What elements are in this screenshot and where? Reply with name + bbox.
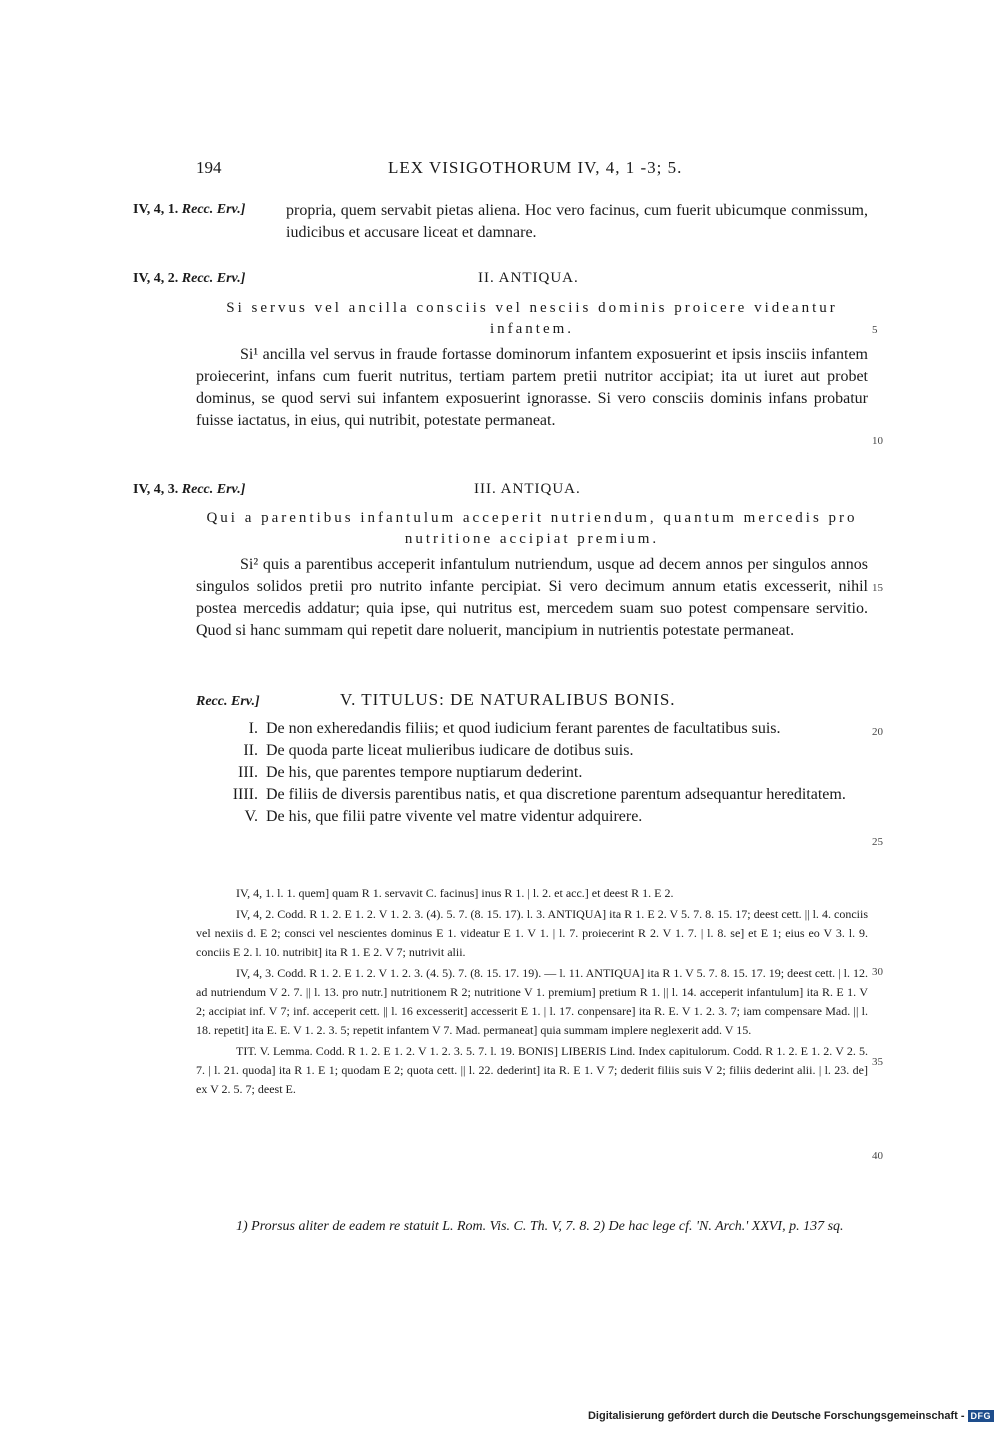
margin-ref-recc: Recc. Erv.] [196, 694, 260, 709]
line-number: 15 [872, 582, 883, 594]
apparatus-entry: IV, 4, 2. Codd. R 1. 2. E 1. 2. V 1. 2. 3. (4). 5. 7. (8. 15. 17). l. 3. ANTIQUA] ita R 1. E 2. V 5. 7. 8. 15. 17; deest cett. || l. 4. conciis vel nexiis d. E 2; consci vel nescientes dominus E 1. videatur E 1. V 1. | l. 7. proiecerint R 2. V 1. 7. | l. 8. se] et E 1; eius eo V 3. l. 9. conciis E 2. l. 10. nutribit] ita R 1. E 2. V 7; nutrivit alii. [196, 907, 868, 959]
footnotes [196, 1216, 868, 1238]
line-number: 25 [872, 836, 883, 848]
section-heading: III. ANTIQUA. [474, 481, 581, 497]
footnote-text: 1) Prorsus aliter de eadem re statuit L. Rom. Vis. C. Th. V, 7. 8. 2) De hac lege cf. 'N. Arch.' XXVI, p. 137 sq. [236, 1219, 844, 1234]
line-number: 20 [872, 726, 883, 738]
title-heading: V. TITULUS: DE NATURALIBUS BONIS. [340, 690, 676, 709]
margin-ref-code: IV, 4, 3. [133, 482, 179, 497]
index-text: De quoda parte liceat mulieribus iudicare de dotibus suis. [266, 742, 634, 759]
margin-reference [133, 271, 245, 287]
index-item [196, 784, 868, 806]
index-text: De his, que parentes tempore nuptiarum dederint. [266, 764, 583, 781]
index-number: V. [244, 808, 258, 825]
credit-text: Digitalisierung gefördert durch die Deutsche Forschungsgemeinschaft - [587, 1410, 965, 1422]
page-number: 194 [196, 158, 222, 177]
law-text [286, 200, 868, 244]
law-text-content: propria, quem servabit pietas aliena. Hoc vero facinus, cum fuerit ubicumque conmissum, iudicibus et accusare liceat et damnare. [286, 202, 868, 241]
margin-reference [133, 202, 245, 218]
apparatus-entry: IV, 4, 1. l. 1. quem] quam R 1. servavit C. facinus] inus R 1. | l. 2. et acc.] et deest R 1. E 2. [236, 886, 674, 900]
margin-ref-recc: Recc. Erv.] [181, 202, 246, 217]
critical-apparatus [196, 884, 868, 1101]
index-item [196, 740, 868, 762]
chapter-index [196, 718, 868, 828]
index-item [196, 718, 868, 740]
dfg-logo-icon: DFG [968, 1410, 995, 1422]
chapter-rubric: Qui a parentibus infantulum acceperit nutriendum, quantum mercedis pro nutritione accipiat premium. [206, 510, 858, 547]
index-item [196, 806, 868, 828]
section-heading: II. ANTIQUA. [478, 270, 579, 286]
line-number: 35 [872, 1056, 883, 1068]
margin-ref-code: IV, 4, 1. [133, 202, 179, 217]
running-title: LEX VISIGOTHORUM IV, 4, 1 -3; 5. [388, 158, 683, 177]
index-number: I. [248, 720, 258, 737]
line-number: 5 [872, 324, 878, 336]
index-number: III. [238, 764, 258, 781]
index-number: IIII. [232, 786, 258, 803]
index-text: De his, que filii patre vivente vel matre videntur adquirere. [266, 808, 643, 825]
margin-ref-recc: Recc. Erv.] [181, 482, 246, 497]
chapter-rubric: Si servus vel ancilla consciis vel nesciis dominis proicere videantur infantem. [226, 300, 838, 337]
margin-reference [133, 482, 245, 498]
margin-ref-code: IV, 4, 2. [133, 271, 179, 286]
index-item [196, 762, 868, 784]
index-number: II. [243, 742, 258, 759]
apparatus-entry: TIT. V. Lemma. Codd. R 1. 2. E 1. 2. V 1. 2. 3. 5. 7. l. 19. BONIS] LIBERIS Lind. Index capitulorum. Codd. R 1. 2. E 1. 2. V 2. 5. 7. | l. 21. quoda] ita R 1. E 1; quodam E 2; quota cett. || l. 22. dederint] ita R. E 1. V 7; dederit filiis suis V 2; filiis dederint alii. | l. 23. de] ex V 2. 5. 7; deest E. [196, 1044, 868, 1096]
law-text: Si¹ ancilla vel servus in fraude fortasse dominorum infantem exposuerint et ipsis insciis infantem proiecerint, infans cum fuerit nutritus, tertiam partem pretii nutritor accipiat; ita ut iuret aut probet dominus, se quod servi sui infantem exposuerint ignorasse. Si vero consciis dominis infans probatur fuisse iactatus, in eius, qui nutribit, potestate permaneat. [196, 346, 868, 429]
margin-ref-recc: Recc. Erv.] [181, 271, 246, 286]
law-text: Si² quis a parentibus acceperit infantulum nutriendum, usque ad decem annos per singulos annos singulos solidos pretii pro nutrito infante percipiat. Si vero decimum annum etatis excesserit, nihil postea mercedis addatur; quia ipse, qui nutritus est, mercedem suam suo potest compensare servitio. Quod si hanc summam qui repetit dare noluerit, mancipium in nutrientis potestate permaneat. [196, 556, 868, 639]
line-number: 10 [872, 435, 883, 447]
index-text: De non exheredandis filiis; et quod iudicium ferant parentes de facultatibus suis. [266, 720, 781, 737]
digitization-credit [588, 1410, 994, 1422]
line-number: 30 [872, 966, 883, 978]
line-number: 40 [872, 1150, 883, 1162]
index-text: De filiis de diversis parentibus natis, et qua discretione parentum adsequantur hereditatem. [266, 786, 846, 803]
margin-reference [196, 694, 260, 710]
apparatus-entry: IV, 4, 3. Codd. R 1. 2. E 1. 2. V 1. 2. 3. (4. 5). 7. (8. 15. 17. 19). — l. 11. ANTIQUA] ita R 1. V 5. 7. 8. 15. 17. 19; deest cett. | l. 12. ad nutriendum V 2. 7. || l. 13. pro nutr.] nutritionem R 2; nutritione V 1. premium] pretium R 1. || l. 14. acceperit infantulum] ita R. E 1. V 2; accipiat inf. V 7; inf. acceperit cett. || l. 16 excesserit] accesserit E 1. | l. 17. conpensare] ita R. E. V 1. 2. 3. 7; iam compensare Mad. || l. 18. repetit] ita E. E. V 1. 2. 3. 5; repetit infantem V 7. Mad. permaneat] quia summam implere neglexerit add. V 15. [196, 966, 868, 1037]
